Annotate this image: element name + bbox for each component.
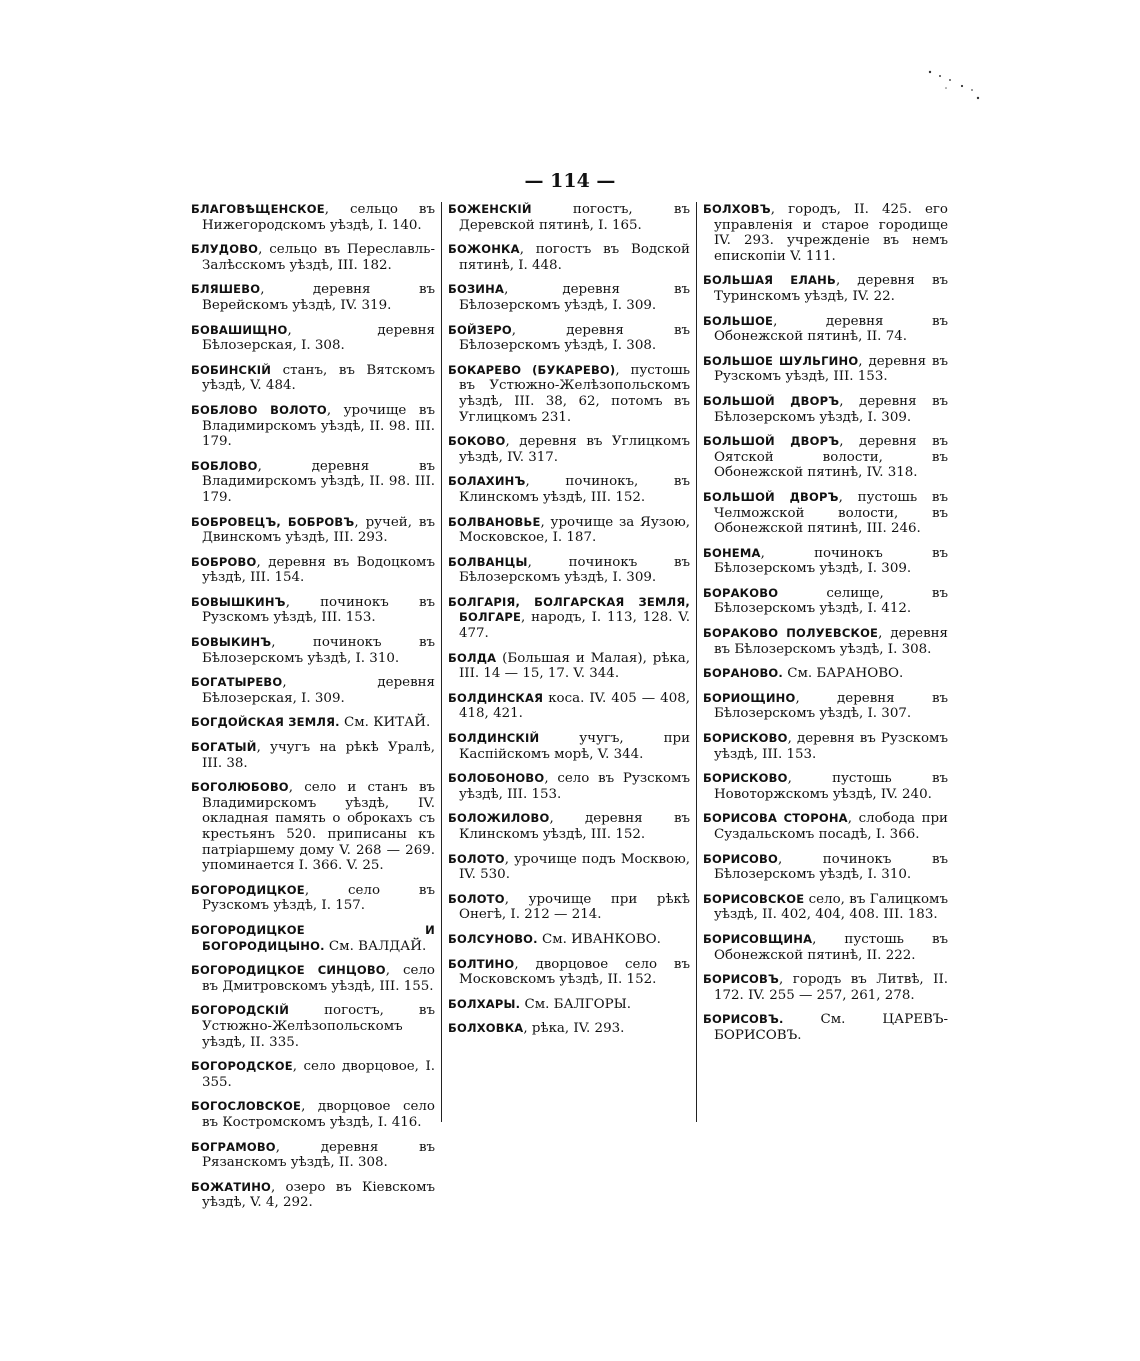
entry-text: погостъ, въ Устюжно-Желѣзопольскомъ уѣздѣ, II. 335. — [202, 1003, 435, 1050]
entry-headword: БОЛЬШАЯ ЕЛАНЬ — [703, 273, 836, 288]
entry-text: , починокъ въ Бѣлозерскомъ уѣздѣ, I. 309. — [714, 545, 948, 577]
entry-headword: БОВЫШКИНЪ — [191, 594, 286, 609]
index-entry — [448, 202, 690, 233]
index-entry — [703, 932, 948, 963]
entry-text: , урочище при рѣкѣ Онегѣ, I. 212 — 214. — [459, 891, 690, 923]
entry-text: станъ, въ Вятскомъ уѣздѣ, V. 484. — [202, 362, 435, 394]
entry-headword: БОЙЗЕРО — [448, 322, 512, 337]
entry-headword: БОЗИНА — [448, 282, 505, 297]
entry-headword: БОРИСОВА СТОРОНА — [703, 811, 848, 826]
index-entry — [191, 595, 435, 626]
entry-text: , деревня въ Рузскомъ уѣздѣ, III. 153. — [714, 731, 948, 762]
entry-text: , село и станъ въ Владимирскомъ уѣздѣ, IV. окладная память о оброкахъ съ крестьянъ 520. приписаны къ патріаршему дому V. 268 — 269. упоминается I. 366. V. 25. — [202, 780, 435, 874]
entry-text: , починокъ въ Бѣлозерскомъ уѣздѣ, I. 310. — [714, 851, 948, 883]
entry-text: , дворцовое село въ Московскомъ уѣздѣ, II. 152. — [459, 956, 690, 988]
entry-headword: БЛЯШЕВО — [191, 282, 261, 297]
entry-headword: БОРИСКОВО — [703, 731, 788, 746]
entry-text: , погостъ въ Водской пятинѣ, I. 448. — [459, 242, 690, 273]
index-entry — [448, 1021, 690, 1037]
entry-text: , деревня въ Рузскомъ уѣздѣ, III. 153. — [714, 353, 948, 385]
entry-text: , урочище за Яузою, Московское, I. 187. — [459, 514, 690, 546]
entry-text: погостъ, въ Деревской пятинѣ, I. 165. — [459, 202, 690, 233]
entry-text: (Большая и Малая), рѣка, III. 14 — 15, 17. V. 344. — [459, 650, 690, 682]
index-entry — [448, 282, 690, 313]
entry-text: учугъ, при Каспійскомъ морѣ, V. 344. — [459, 731, 690, 762]
column-2 — [442, 202, 697, 1122]
entry-text: , рѣка, IV. 293. — [523, 1021, 625, 1037]
entry-text: , село въ Рузскомъ уѣздѣ, I. 157. — [202, 882, 435, 914]
index-entry — [191, 515, 435, 546]
entry-headword: БОЛЬШОЕ — [703, 313, 774, 328]
entry-text: , народъ, I. 113, 128. V. 477. — [459, 610, 690, 642]
entry-headword: БОЛТИНО — [448, 956, 515, 971]
index-entry — [448, 363, 690, 425]
index-entry — [191, 282, 435, 313]
entry-headword: БОЛОЖИЛОВО — [448, 811, 550, 826]
index-entry — [703, 771, 948, 802]
index-entry — [191, 963, 435, 994]
entry-text: , деревня въ Рязанскомъ уѣздѣ, II. 308. — [202, 1139, 435, 1171]
entry-text: , дворцовое село въ Костромскомъ уѣздѣ, I. 416. — [202, 1099, 435, 1130]
entry-text: , сельцо въ Переславль-Залѣсскомъ уѣздѣ, III. 182. — [202, 242, 435, 273]
entry-text: , починокъ въ Бѣлозерскомъ уѣздѣ, I. 310. — [202, 635, 435, 666]
index-entry — [703, 354, 948, 385]
entry-headword: БОЛДА — [448, 650, 497, 665]
entry-headword: БОГАТЫРЕВО — [191, 675, 283, 690]
index-entry — [703, 666, 948, 682]
index-entry — [448, 997, 690, 1013]
entry-headword: БОГОРОДСКОЕ — [191, 1059, 293, 1074]
index-entry — [448, 811, 690, 842]
entry-headword: БОБИНСКІЙ — [191, 362, 272, 377]
entry-headword: БОГОРОДИЦКОЕ И БОГОРОДИЦЫНО. — [191, 922, 435, 953]
index-entry — [191, 363, 435, 394]
entry-text: , село дворцовое, I. 355. — [202, 1059, 435, 1090]
entry-text: селище, въ Бѣлозерскомъ уѣздѣ, I. 412. — [714, 585, 948, 617]
index-entry — [448, 691, 690, 722]
entry-text: , пустошь въ Обонежской пятинѣ, II. 222. — [714, 931, 948, 963]
entry-headword: БОКАРЕВО (БУКАРЕВО) — [448, 362, 616, 377]
entry-headword: БЛАГОВѢЩЕНСКОЕ — [191, 202, 325, 216]
entry-text: , озеро въ Кіевскомъ уѣздѣ, V. 4, 292. — [202, 1179, 435, 1211]
index-entry — [448, 932, 690, 948]
speck-marks — [922, 68, 982, 108]
index-entry — [448, 434, 690, 465]
entry-text: , деревня въ Владимирскомъ уѣздѣ, II. 98. III. 179. — [202, 458, 435, 505]
entry-text: См. БАРАНОВО. — [782, 666, 904, 682]
entry-text: , село въ Рузскомъ уѣздѣ, III. 153. — [459, 771, 690, 802]
index-entry — [191, 675, 435, 706]
entry-text: , деревня въ Бѣлозерскомъ уѣздѣ, I. 309. — [714, 393, 949, 425]
entry-text: коса. IV. 405 — 408, 418, 421. — [459, 690, 690, 722]
entry-text: , урочище подъ Москвою, IV. 530. — [459, 851, 690, 883]
entry-headword: БОБРОВО — [191, 554, 257, 569]
entry-headword: БОКОВО — [448, 434, 506, 449]
entry-headword: БОЛХАРЫ. — [448, 996, 521, 1011]
entry-text: См. КИТАЙ. — [339, 715, 431, 731]
entry-headword: БОЛГАРІЯ, БОЛГАРСКАЯ ЗЕМЛЯ, БОЛГАРЕ — [448, 594, 690, 625]
entry-text: , деревня въ Бѣлозерскомъ уѣздѣ, I. 308. — [459, 322, 690, 354]
index-entry — [191, 459, 435, 506]
index-entry — [448, 651, 690, 682]
column-3 — [697, 202, 952, 1122]
index-entry — [703, 852, 948, 883]
column-1 — [187, 202, 442, 1211]
entry-text: , деревня въ Клинскомъ уѣздѣ, III. 152. — [459, 811, 690, 842]
entry-headword: БОГАТЫЙ — [191, 740, 257, 755]
entry-headword: БОРИСОВСКОЕ — [703, 891, 805, 906]
index-entry — [703, 1012, 948, 1043]
index-entry — [191, 403, 435, 450]
entry-headword: БОРИСОВЪ. — [703, 1012, 784, 1027]
index-entry — [703, 394, 948, 425]
entry-text: , деревня въ Туринскомъ уѣздѣ, IV. 22. — [714, 273, 949, 304]
index-entry — [448, 474, 690, 505]
index-entry — [448, 771, 690, 802]
index-entry — [703, 314, 948, 345]
entry-headword: БОЛДИНСКАЯ — [448, 690, 544, 705]
entry-text: , деревня въ Оятской волости, въ Обонежской пятинѣ, IV. 318. — [714, 434, 949, 481]
entry-text: , деревня въ Бѣлозерскомъ уѣздѣ, I. 309. — [459, 282, 690, 313]
index-entry — [191, 242, 435, 273]
entry-text: , починокъ въ Рузскомъ уѣздѣ, III. 153. — [202, 594, 435, 626]
entry-text: См. БАЛГОРЫ. — [520, 996, 632, 1012]
entry-text: , пустошь въ Новоторжскомъ уѣздѣ, IV. 240. — [714, 771, 948, 802]
index-entry — [703, 626, 948, 657]
index-entry — [448, 595, 690, 642]
index-entry — [191, 202, 435, 233]
index-entry — [703, 731, 948, 762]
entry-headword: БОГОСЛОВСКОЕ — [191, 1099, 302, 1114]
entry-headword: БОГОЛЮБОВО — [191, 780, 289, 795]
entry-text: , деревня въ Водоцкомъ уѣздѣ, III. 154. — [202, 554, 435, 586]
entry-headword: БОЖОНКА — [448, 242, 520, 257]
index-entry — [448, 242, 690, 273]
index-entry — [191, 780, 435, 874]
entry-headword: БОЛСУНОВО. — [448, 931, 538, 946]
entry-headword: БОРАКОВО — [703, 585, 779, 600]
entry-headword: БОЛЬШОЙ ДВОРЪ — [703, 393, 840, 408]
entry-headword: БОЖАТИНО — [191, 1179, 271, 1194]
page-number: — 114 — — [524, 170, 616, 192]
index-entry — [448, 957, 690, 988]
entry-text: См. ВАЛДАЙ. — [324, 938, 427, 954]
entry-headword: БОРИСОВЪ — [703, 972, 779, 987]
entry-text: , деревня въ Бѣлозерскомъ уѣздѣ, I. 308. — [714, 626, 948, 657]
entry-headword: БОЛЬШОЕ ШУЛЬГИНО — [703, 353, 859, 368]
entry-headword: БОЖЕНСКІЙ — [448, 202, 532, 216]
index-entry — [703, 434, 948, 481]
entry-headword: БЛУДОВО — [191, 242, 259, 257]
index-entry — [191, 555, 435, 586]
entry-text: , деревня Бѣлозерская, I. 308. — [202, 322, 435, 354]
entry-headword: БОГОРОДИЦКОЕ — [191, 882, 305, 897]
index-entry — [191, 635, 435, 666]
index-entry — [703, 490, 948, 537]
entry-text: , деревня въ Обонежской пятинѣ, II. 74. — [714, 313, 948, 345]
index-entry — [448, 892, 690, 923]
index-entry — [191, 1180, 435, 1211]
entry-text: , село въ Дмитровскомъ уѣздѣ, III. 155. — [202, 963, 435, 994]
index-entry — [703, 546, 948, 577]
index-entry — [191, 740, 435, 771]
entry-headword: БОРИСКОВО — [703, 771, 788, 786]
index-entry — [448, 731, 690, 762]
entry-headword: БОРАКОВО ПОЛУЕВСКОЕ — [703, 626, 879, 641]
index-entry — [703, 892, 948, 923]
entry-text: , пустошь въ Челможской волости, въ Обонежской пятинѣ, III. 246. — [714, 489, 948, 537]
entry-headword: БОЛХОВЪ — [703, 202, 771, 216]
entry-text: , деревня Бѣлозерская, I. 309. — [202, 675, 435, 706]
entry-headword: БОЛЬШОЙ ДВОРЪ — [703, 434, 840, 449]
entry-headword: БОНЕМА — [703, 545, 761, 560]
entry-headword: БОЛОБОНОВО — [448, 771, 545, 786]
entry-headword: БОБЛОВО — [191, 458, 258, 473]
entry-headword: БОЛВАНЦЫ — [448, 554, 528, 569]
index-entry — [703, 972, 948, 1003]
entry-text: , ручей, въ Двинскомъ уѣздѣ, III. 293. — [202, 514, 435, 546]
index-entry — [191, 1059, 435, 1090]
index-entry — [191, 1003, 435, 1050]
index-entry — [448, 323, 690, 354]
entry-text: село, въ Галицкомъ уѣздѣ, II. 402, 404, 408. III. 183. — [714, 891, 948, 923]
entry-headword: БОЛХОВКА — [448, 1021, 524, 1036]
index-entry — [703, 202, 948, 264]
index-entry — [448, 852, 690, 883]
entry-headword: БОВЫКИНЪ — [191, 635, 272, 650]
index-entry — [191, 923, 435, 954]
entry-text: , слобода при Суздальскомъ посадѣ, I. 366. — [714, 811, 948, 842]
entry-headword: БОБРОВЕЦЪ, БОБРОВЪ — [191, 514, 355, 529]
index-entry — [191, 715, 435, 731]
entry-text: , пустошь въ Устюжно-Желѣзопольскомъ уѣздѣ, III. 38, 62, потомъ въ Углицкомъ 231. — [459, 362, 690, 425]
entry-headword: БОГОРОДИЦКОЕ СИНЦОВО — [191, 963, 386, 978]
index-entry — [703, 273, 948, 304]
entry-headword: БОРИОЩИНО — [703, 690, 796, 705]
entry-text: , починокъ, въ Клинскомъ уѣздѣ, III. 152. — [459, 474, 690, 505]
entry-headword: БОГРАМОВО — [191, 1139, 276, 1154]
entry-headword: БОЛВАНОВЬЕ — [448, 514, 541, 529]
index-entry — [448, 515, 690, 546]
entry-text: , городъ въ Литвѣ, II. 172. IV. 255 — 257, 261, 278. — [714, 972, 948, 1003]
entry-text: , городъ, II. 425. его управленія и старое городище IV. 293. учрежденіе въ немъ епископіи V. 111. — [714, 202, 948, 264]
entry-text: См. ЦАРЕВЪ-БОРИСОВЪ. — [714, 1012, 948, 1043]
index-entry — [191, 883, 435, 914]
entry-headword: БОГДОЙСКАЯ ЗЕМЛЯ. — [191, 715, 340, 730]
entry-headword: БОЛОТО — [448, 851, 505, 866]
entry-headword: БОБЛОВО ВОЛОТО — [191, 402, 327, 417]
index-entry — [191, 323, 435, 354]
index-entry — [703, 811, 948, 842]
entry-text: , деревня въ Углицкомъ уѣздѣ, IV. 317. — [459, 434, 690, 465]
index-columns — [187, 202, 952, 1211]
entry-text: См. ИВАНКОВО. — [537, 931, 661, 947]
entry-headword: БОГОРОДСКІЙ — [191, 1003, 290, 1018]
entry-headword: БОРАНОВО. — [703, 666, 783, 681]
entry-headword: БОРИСОВЩИНА — [703, 931, 813, 946]
entry-text: , починокъ въ Бѣлозерскомъ уѣздѣ, I. 309. — [459, 554, 690, 586]
entry-headword: БОВАШИЩНО — [191, 322, 288, 337]
entry-text: , деревня въ Бѣлозерскомъ уѣздѣ, I. 307. — [714, 690, 948, 722]
entry-text: , сельцо въ Нижегородскомъ уѣздѣ, I. 140. — [202, 202, 435, 233]
entry-text: , деревня въ Верейскомъ уѣздѣ, IV. 319. — [202, 282, 435, 313]
entry-headword: БОЛАХИНЪ — [448, 474, 526, 489]
entry-headword: БОРИСОВО — [703, 851, 778, 866]
index-entry — [191, 1099, 435, 1130]
entry-headword: БОЛОТО — [448, 891, 505, 906]
entry-text: , учугъ на рѣкѣ Уралѣ, III. 38. — [202, 740, 435, 771]
entry-text: , урочище въ Владимирскомъ уѣздѣ, II. 98. III. 179. — [202, 402, 435, 450]
index-entry — [703, 691, 948, 722]
index-entry — [191, 1140, 435, 1171]
entry-headword: БОЛДИНСКІЙ — [448, 731, 540, 746]
index-entry — [703, 586, 948, 617]
index-entry — [448, 555, 690, 586]
entry-headword: БОЛЬШОЙ ДВОРЪ — [703, 489, 839, 504]
